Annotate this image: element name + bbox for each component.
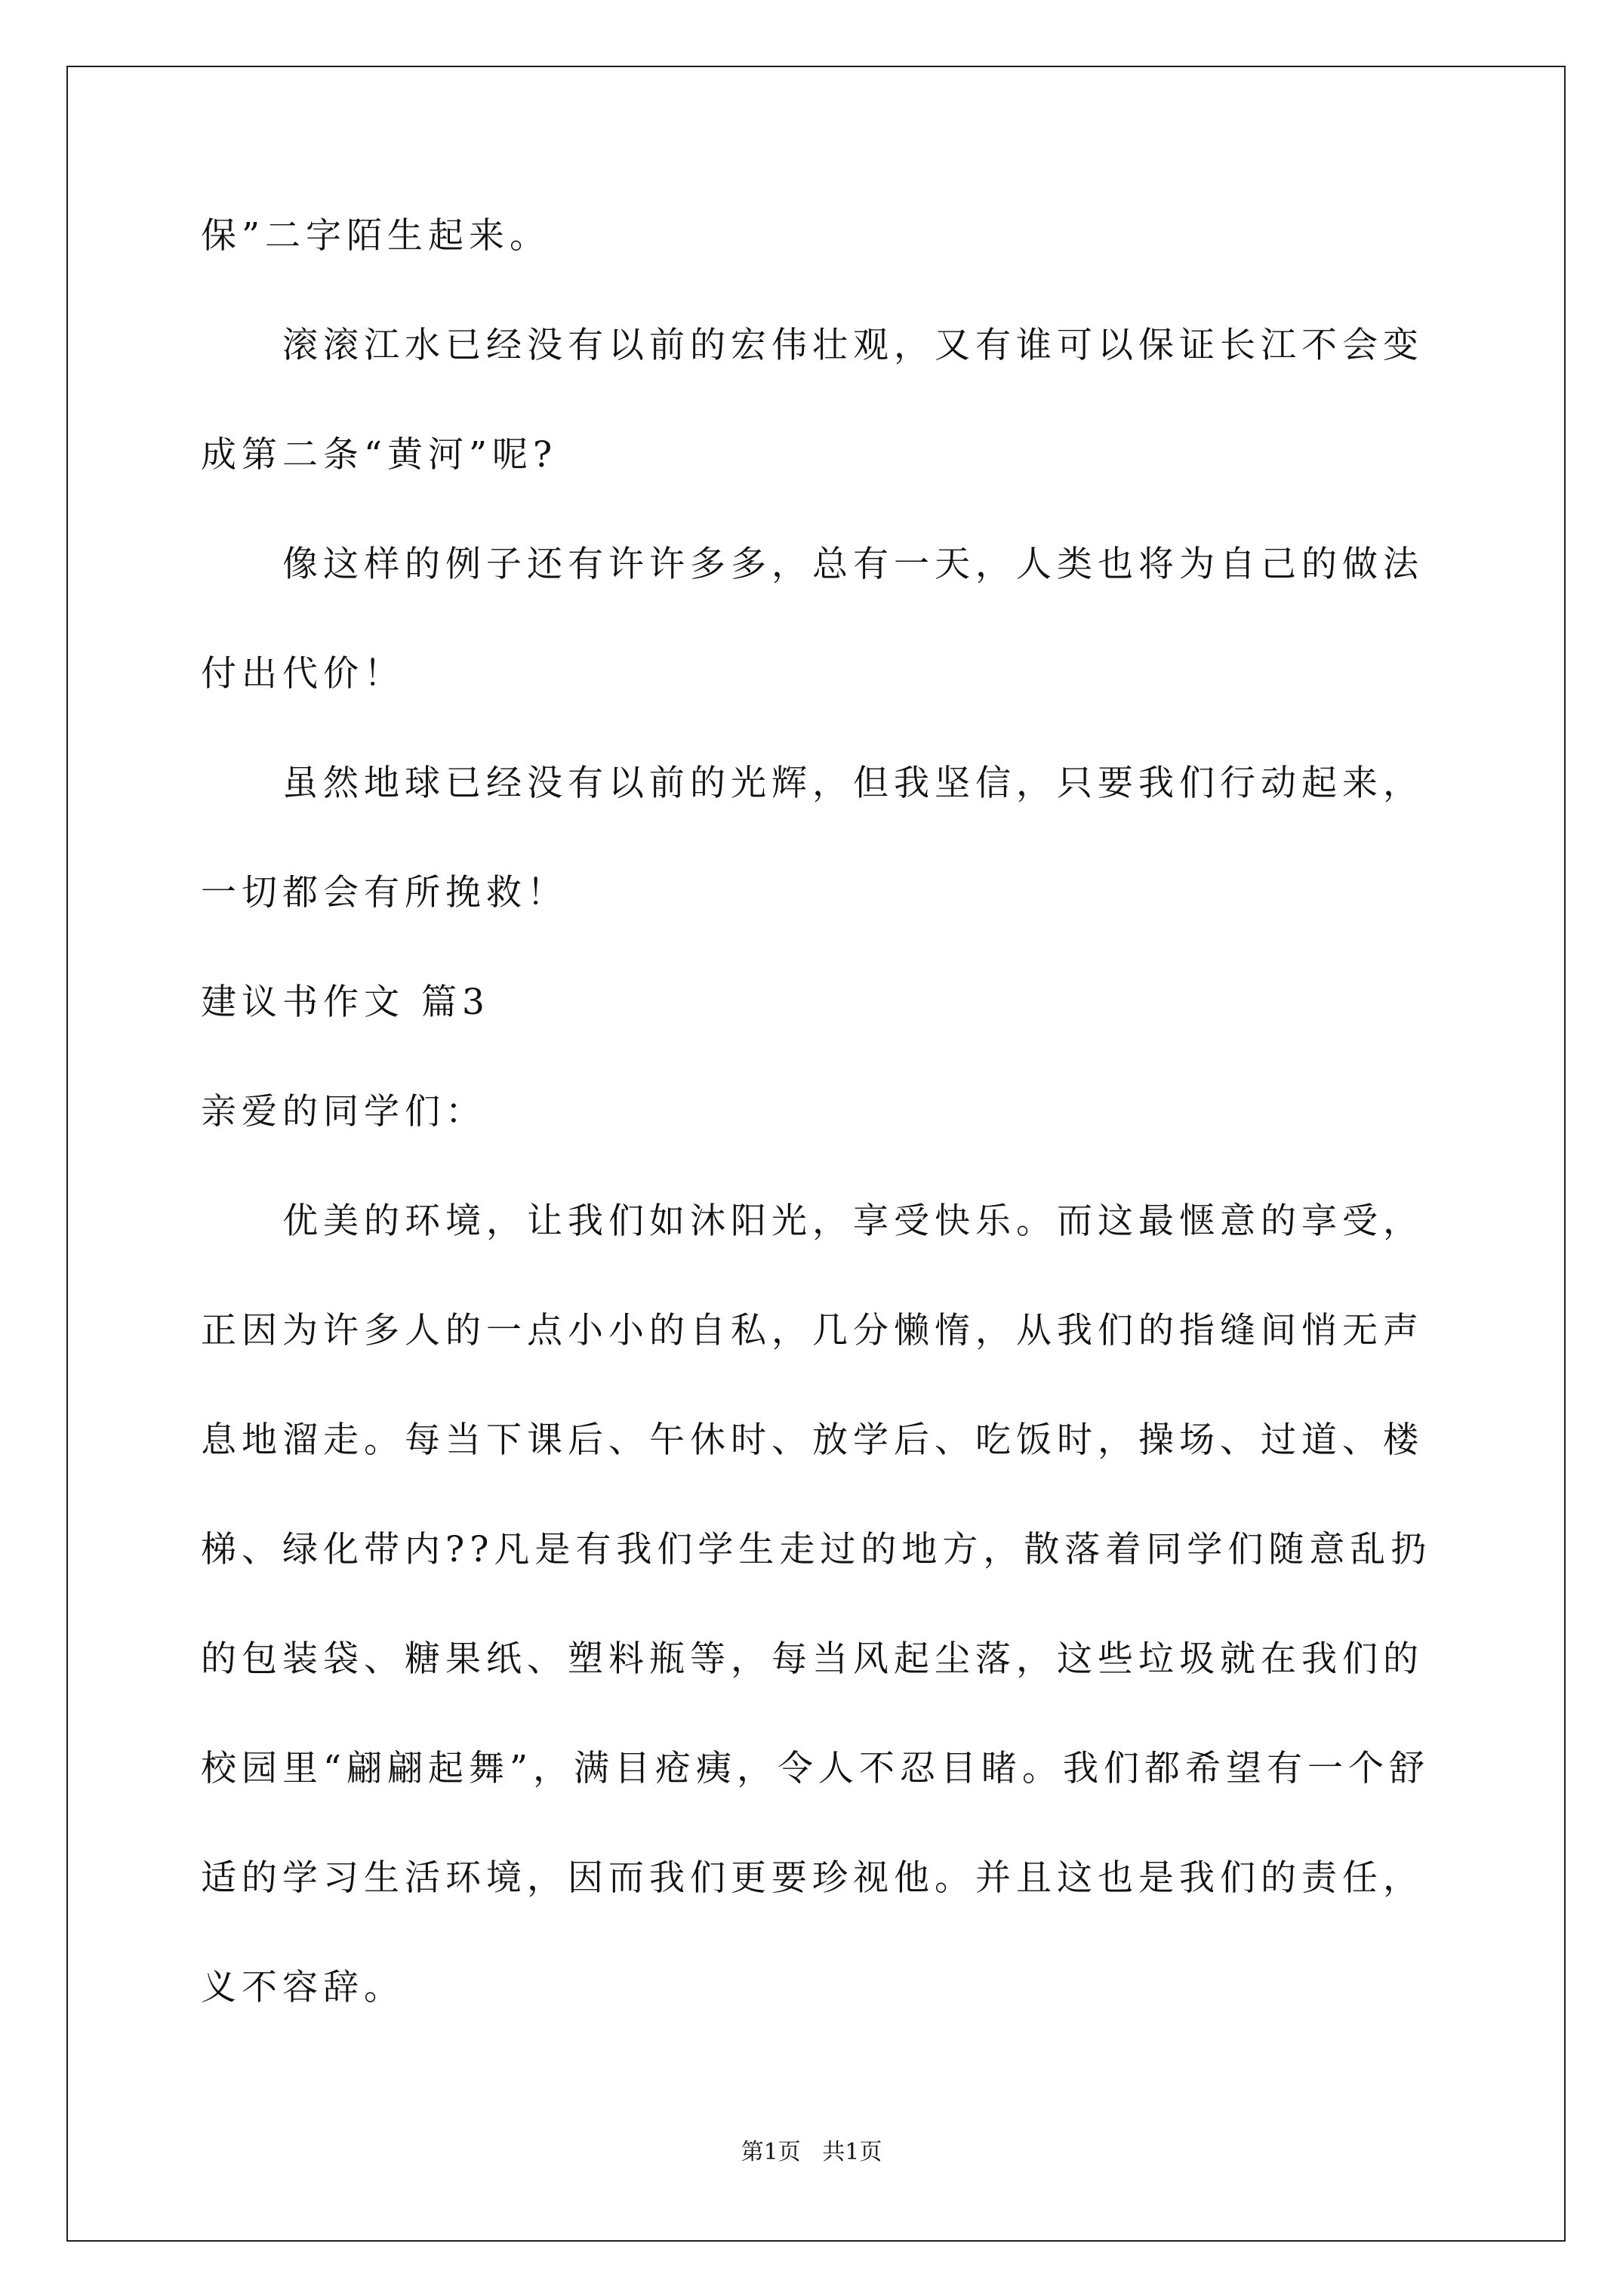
page-footer: 第1页 共1页 bbox=[741, 2139, 882, 2165]
section-heading: 建议书作文 篇3 bbox=[201, 982, 490, 1023]
paragraph-line: 优美的环境，让我们如沐阳光，享受快乐。而这最惬意的享受， bbox=[282, 1200, 1424, 1242]
text-line: 一切都会有所挽救！ bbox=[201, 872, 568, 914]
text-line: 息地溜走。每当下课后、午休时、放学后、吃饭时，操场、过道、楼 bbox=[201, 1419, 1424, 1461]
text-line: 保”二字陌生起来。 bbox=[201, 215, 551, 257]
paragraph-line: 滚滚江水已经没有以前的宏伟壮观，又有谁可以保证长江不会变 bbox=[282, 325, 1424, 366]
paragraph-line: 虽然地球已经没有以前的光辉，但我坚信，只要我们行动起来， bbox=[282, 763, 1424, 804]
page-border bbox=[66, 66, 1566, 2242]
text-line: 正因为许多人的一点小小的自私，几分懒惰，从我们的指缝间悄无声 bbox=[201, 1310, 1424, 1351]
text-line: 梯、绿化带内??凡是有我们学生走过的地方，散落着同学们随意乱扔 bbox=[201, 1529, 1432, 1570]
text-line: 的包装袋、糖果纸、塑料瓶等，每当风起尘落，这些垃圾就在我们的 bbox=[201, 1638, 1424, 1680]
text-line: 适的学习生活环境，因而我们更要珍视他。并且这也是我们的责任， bbox=[201, 1857, 1424, 1899]
paragraph-line: 像这样的例子还有许许多多，总有一天，人类也将为自己的做法 bbox=[282, 544, 1424, 585]
text-line: 义不容辞。 bbox=[201, 1967, 405, 2008]
text-line: 校园里“翩翩起舞”，满目疮痍，令人不忍目睹。我们都希望有一个舒 bbox=[201, 1748, 1431, 1789]
text-line: 付出代价！ bbox=[201, 653, 405, 695]
salutation: 亲爱的同学们： bbox=[201, 1091, 486, 1133]
text-line: 成第二条“黄河”呢? bbox=[201, 434, 558, 476]
